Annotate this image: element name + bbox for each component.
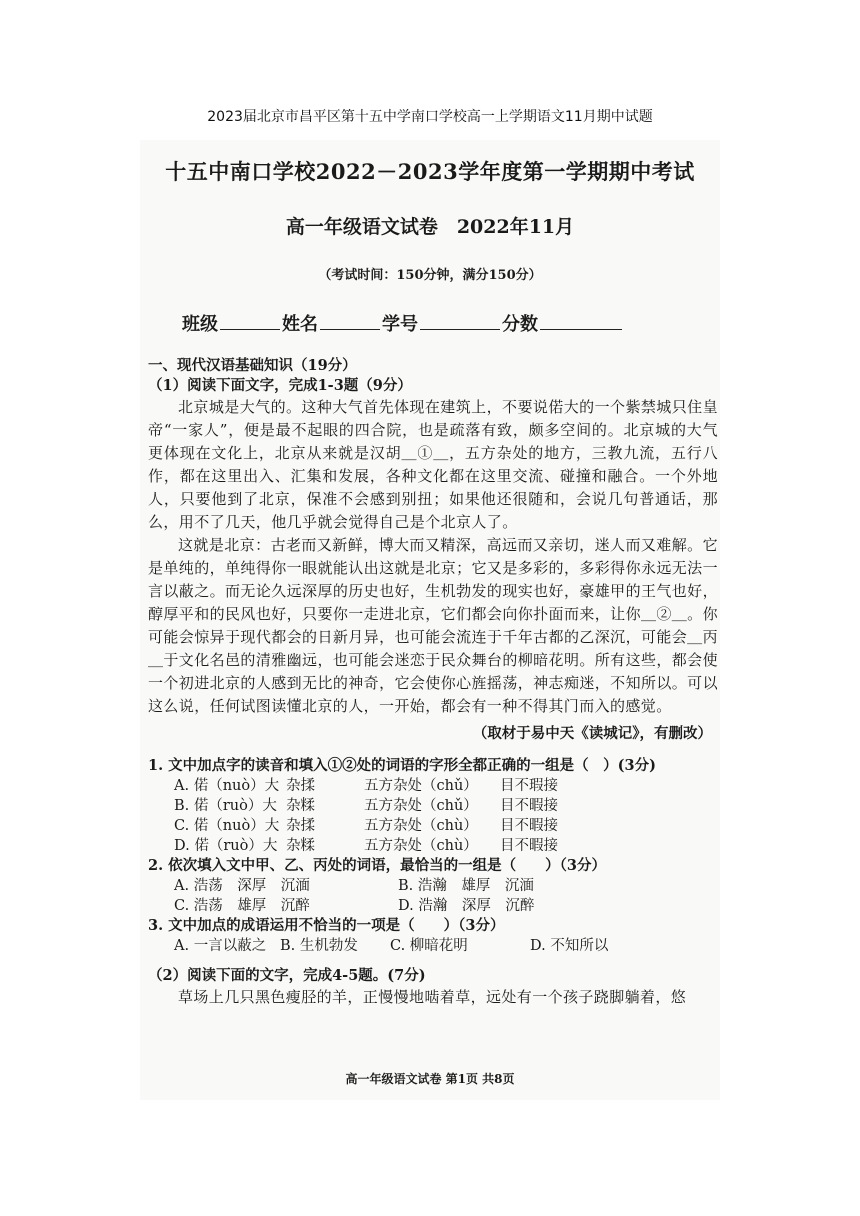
question-3-stem: 3. 文中加点的成语运用不恰当的一项是（ ）（3分）: [148, 917, 505, 934]
q2-options-row-2: C. 浩荡 雄厚 沉醉 D. 浩瀚 深厚 沉醉: [174, 898, 535, 914]
question-2-stem: 2. 依次填入文中甲、乙、丙处的词语，最恰当的一组是（ ）（3分）: [148, 857, 607, 874]
name-blank: [320, 311, 380, 330]
exam-title: 十五中南口学校2022－2023学年度第一学期期中考试: [165, 159, 695, 184]
exam-subtitle: 高一年级语文试卷 2022年11月: [285, 216, 575, 238]
q1-option-a: A. 偌（nuò）大 杂揉 五方杂处（chǔ） 目不瑕接: [174, 778, 558, 794]
number-label: 学号: [382, 314, 418, 335]
student-info-fields: [182, 310, 662, 336]
q1-option-c: C. 偌（nuò）大 杂揉 五方杂处（chù） 目不暇接: [174, 818, 558, 834]
score-label: 分数: [502, 314, 538, 335]
document-header: 2023届北京市昌平区第十五中学南口学校高一上学期语文11月期中试题: [207, 109, 653, 125]
q3-options: A. 一言以蔽之 B. 生机勃发 C. 柳暗花明 D. 不知所以: [174, 938, 609, 954]
part1-heading: （1）阅读下面文字，完成1-3题（9分）: [148, 377, 412, 394]
exam-content: [148, 356, 718, 1009]
reading-paragraph-1: 北京城是大气的。这种大气首先体现在建筑上，不要说偌大的一个紫禁城只住皇帝“一家人”，便是最不起眼的四合院，也是疏落有致，颇多空间的。北京城的大气更体现在文化上，北京从来就是汉胡＿①＿，五方杂处的地方，三教九流，五行八作，都在这里出入、汇集和发展，各种文化都在这里交流、碰撞和融合。一个外地人，只要他到了北京，保准不会感到别扭；如果他还很随和，会说几句普通话，那么，用不了几天，他几乎就会觉得自己是个北京人了。: [148, 398, 718, 531]
section-heading: 一、现代汉语基础知识（19分）: [148, 357, 357, 374]
exam-info: （考试时间：150分钟，满分150分）: [318, 268, 542, 283]
q1-option-b: B. 偌（ruò）大 杂糅 五方杂处（chǔ） 目不暇接: [174, 798, 558, 814]
reading-paragraph-3: 草场上几只黑色瘦胫的羊，正慢慢地啮着草，远处有一个孩子跷脚躺着，悠: [178, 988, 687, 1006]
reading-paragraph-2: 这就是北京：古老而又新鲜，博大而又精深，高远而又亲切，迷人而又难解。它是单纯的，单纯得你一眼就能认出这就是北京；它又是多彩的，多彩得你永远无法一言以蔽之。而无论久远深厚的历史也好，生机勃发的现实也好，豪雄甲的王气也好，醇厚平和的民风也好，只要你一走进北京，它们都会向你扑面而来，让你＿②＿。你可能会惊异于现代都会的日新月异，也可能会流连于千年古都的乙深沉，可能会＿丙＿于文化名邑的清雅幽远，也可能会迷恋于民众舞台的柳暗花明。所有这些，都会使一个初进北京的人感到无比的神奇，它会使你心旌摇荡，神志痴迷，不知所以。可以这么说，任何试图读懂北京的人，一开始，都会有一种不得其门而入的感觉。: [148, 536, 718, 715]
page-footer: 高一年级语文试卷 第1页 共8页: [345, 1072, 515, 1086]
score-blank: [540, 311, 622, 330]
q2-options-row-1: A. 浩荡 深厚 沉湎 B. 浩瀚 雄厚 沉湎: [174, 878, 534, 894]
class-label: 班级: [182, 314, 218, 335]
number-blank: [420, 311, 500, 330]
class-blank: [220, 311, 280, 330]
part2-heading: （2）阅读下面的文字，完成4-5题。(7分): [148, 967, 426, 984]
source-citation: （取材于易中天《读城记》，有删改）: [472, 725, 712, 742]
q1-option-d: D. 偌（ruò）大 杂糅 五方杂处（chù） 目不暇接: [174, 838, 558, 854]
question-1-stem: 1. 文中加点字的读音和填入①②处的词语的字形全都正确的一组是（ ）(3分): [148, 757, 656, 774]
name-label: 姓名: [282, 314, 318, 335]
